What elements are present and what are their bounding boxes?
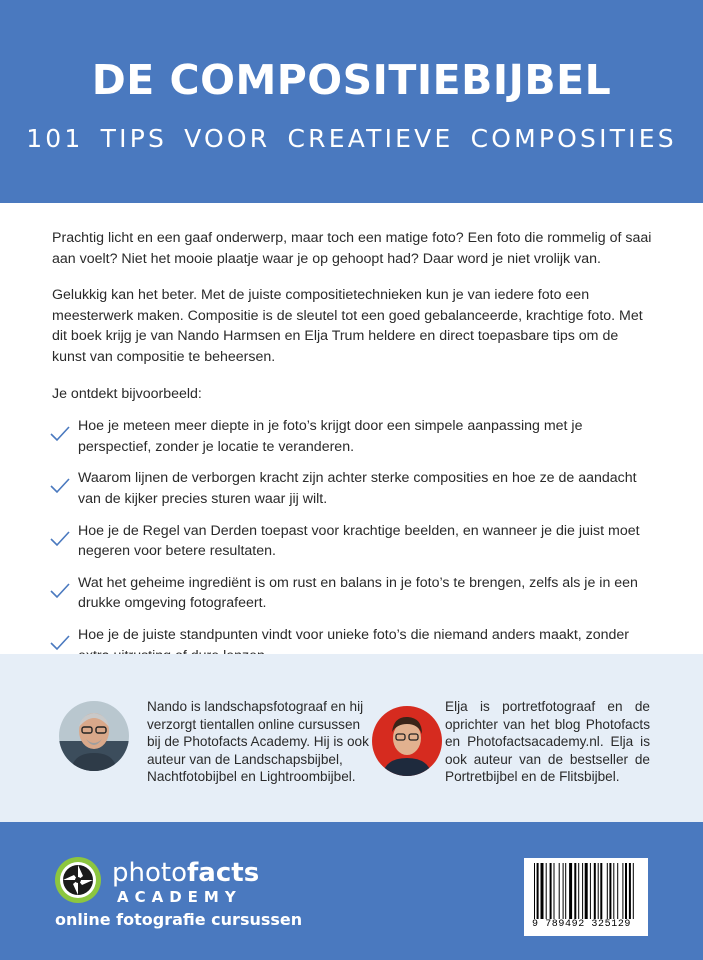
aperture-logo-icon bbox=[54, 856, 102, 904]
barcode-bars bbox=[532, 863, 640, 919]
check-icon bbox=[50, 531, 70, 547]
book-subtitle: 101 TIPS VOOR CREATIEVE COMPOSITIES bbox=[26, 124, 677, 153]
logo-academy: ACADEMY bbox=[117, 888, 242, 906]
logo-text-photo: photo bbox=[112, 858, 187, 888]
cover-header bbox=[0, 0, 703, 203]
elja-avatar bbox=[372, 706, 442, 776]
check-icon bbox=[50, 635, 70, 651]
check-icon bbox=[50, 426, 70, 442]
tagline: online fotografie cursussen bbox=[55, 910, 303, 929]
elja-bio: Elja is portretfotograaf en de oprichter van het blog Photofacts en Photofactsacademy.nl. Elja is ook auteur van de bestseller de Portretbijbel en de Flitsbijbel. bbox=[445, 699, 650, 785]
list-item bbox=[52, 521, 652, 562]
nando-bio: Nando is landschapsfotograaf en hij verzorgt tientallen online cursussen bij de Photofacts Academy. Hij is ook auteur van de Landschapsbijbel, Nachtfotobijbel en Lightroombijbel. bbox=[147, 699, 369, 785]
list-item-text: Hoe je meteen meer diepte in je foto’s krijgt door een simpele aanpassing met je perspectief, zonder je locatie te veranderen. bbox=[78, 418, 583, 455]
check-icon bbox=[50, 478, 70, 494]
list-item-text: Wat het geheime ingrediënt is om rust en balans in je foto’s te brengen, zelfs als je in een drukke omgeving fotografeert. bbox=[78, 574, 638, 612]
intro-paragraph: Prachtig licht en een gaaf onderwerp, maar toch een matige foto? Een foto die rommelig of saai aan voelt? Niet het mooie plaatje waar je op gehoopt had? Daar word je niet vrolijk van. bbox=[52, 230, 652, 267]
list-item-text: Hoe je de juiste standpunten vindt voor unieke foto’s die niemand anders maakt, zonder bbox=[78, 626, 630, 643]
list-intro: Je ontdekt bijvoorbeeld: bbox=[52, 385, 202, 402]
list-item bbox=[52, 416, 652, 457]
logo-wordmark bbox=[112, 858, 259, 888]
cover-footer bbox=[0, 822, 703, 960]
description-paragraph: Gelukkig kan het beter. Met de juiste compositietechnieken kun je van iedere foto een meesterwerk maken. Compositie is de sleutel tot een goed gebalanceerde, krachtige foto. Met dit boek krijg je van Nando Harmsen en Elja Trum heldere en direct toepasbare tips om de kunst van compositie te beheersen. bbox=[52, 287, 643, 365]
list-item-text: Waarom lijnen de verborgen kracht zijn achter sterke composities en hoe ze de aandacht van de kijker precies sturen waar jij wilt. bbox=[78, 470, 637, 507]
isbn-barcode bbox=[524, 858, 648, 936]
logo-text-facts: facts bbox=[187, 858, 260, 888]
book-title: DE COMPOSITIEBIJBEL bbox=[91, 56, 612, 104]
nando-avatar bbox=[59, 701, 129, 771]
authors-section bbox=[0, 654, 703, 822]
list-item bbox=[52, 573, 652, 614]
list-item-text: Hoe je de Regel van Derden toepast voor krachtige beelden, en wanneer je die juist moet negeren voor betere resultaten. bbox=[78, 522, 640, 560]
check-icon bbox=[50, 583, 70, 599]
list-item bbox=[52, 468, 652, 509]
barcode-number: 9 789492 325129 bbox=[532, 919, 632, 930]
